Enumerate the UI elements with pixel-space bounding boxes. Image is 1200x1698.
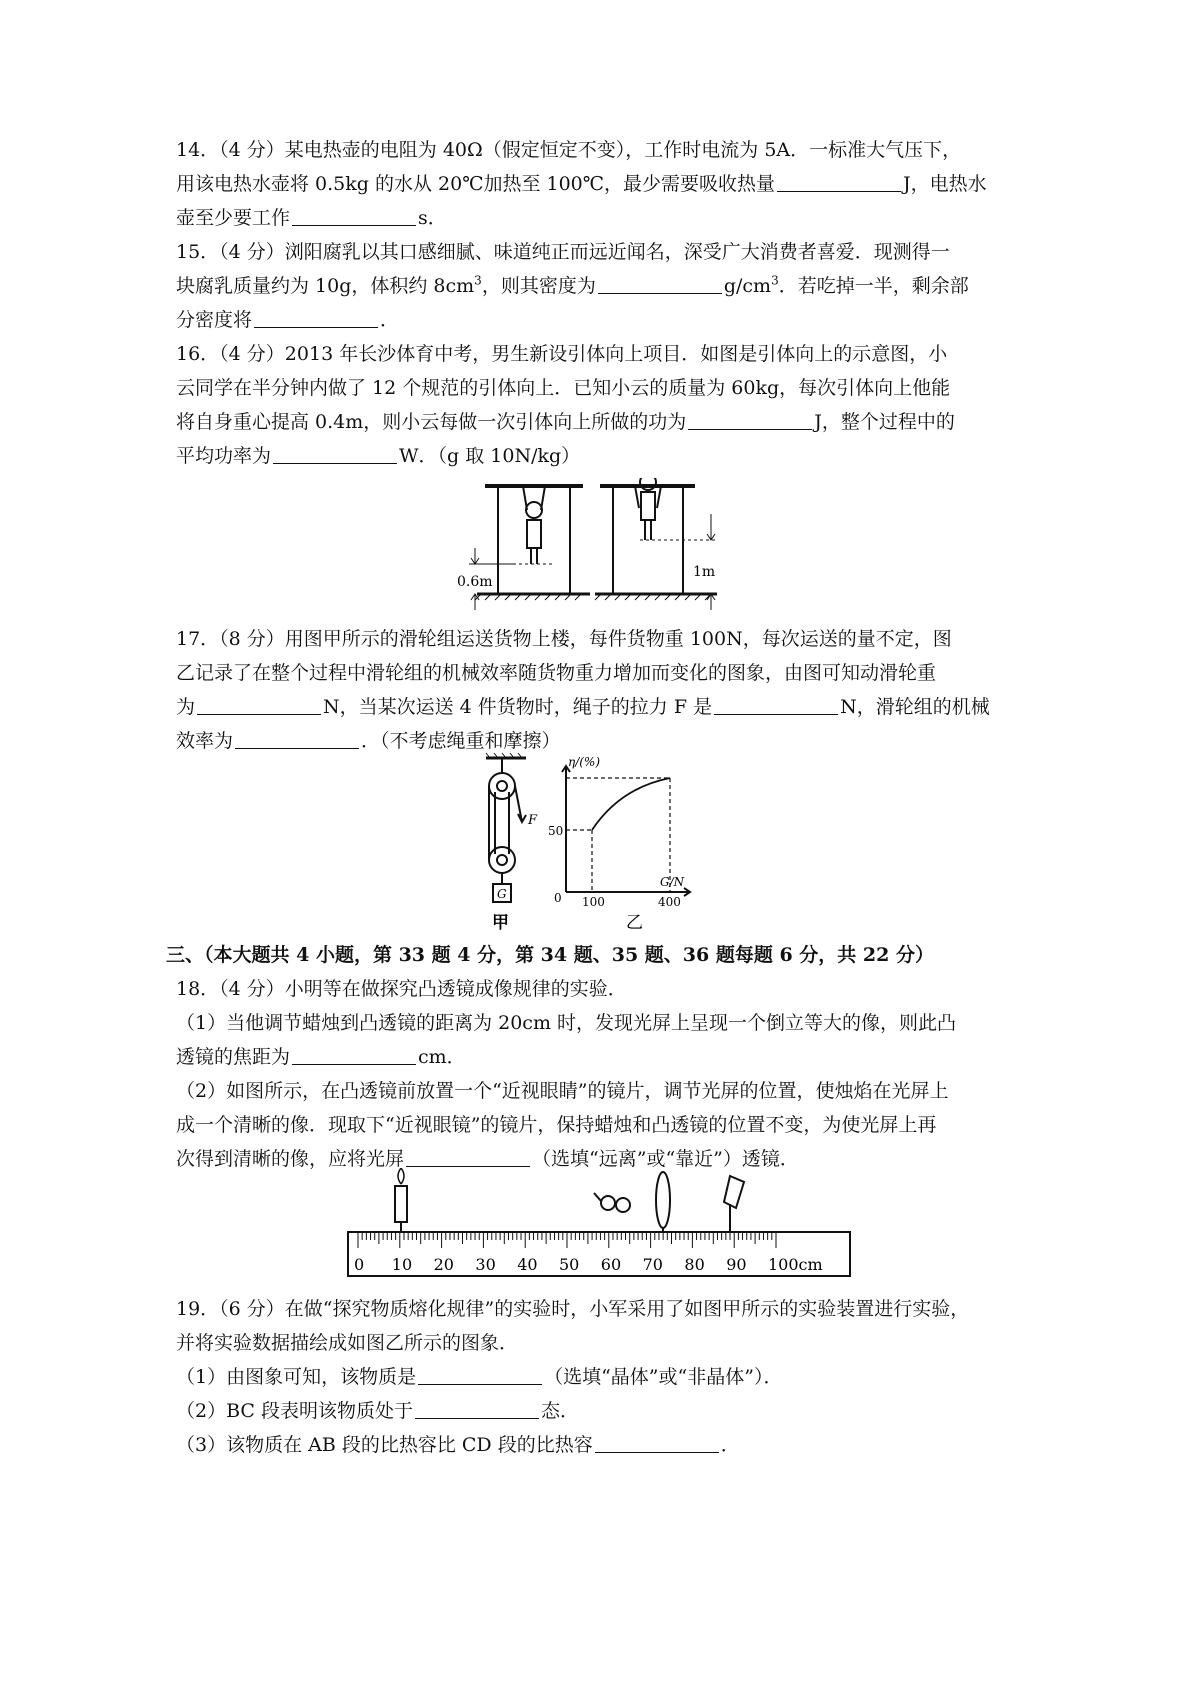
- q18-line2: （1）当他调节蜡烛到凸透镜的距离为 20cm 时，发现光屏上呈现一个倒立等大的像，则此凸: [176, 1012, 957, 1034]
- q19-line3: （1）由图象可知，该物质是 （选填“晶体”或“非晶体”）．: [176, 1366, 783, 1388]
- answer-blank[interactable]: [777, 171, 901, 192]
- answer-blank[interactable]: [292, 205, 416, 226]
- graph-x-100: 100: [582, 895, 605, 909]
- q15-line3: 分密度将 ．: [176, 309, 400, 331]
- q18-line5: 成一个清晰的像．现取下“近视眼镜”的镜片，保持蜡烛和凸透镜的位置不变，为使光屏上再: [176, 1114, 937, 1136]
- question-17: [176, 622, 1036, 758]
- answer-blank[interactable]: [598, 273, 722, 294]
- answer-blank[interactable]: [197, 694, 321, 715]
- answer-blank[interactable]: [714, 694, 838, 715]
- q16-line2: 云同学在半分钟内做了 12 个规范的引体向上．已知小云的质量为 60kg，每次引体向上他能: [176, 377, 951, 399]
- ruler-label: 0: [354, 1255, 365, 1274]
- answer-blank[interactable]: [688, 409, 812, 430]
- pulley-figure: [450, 752, 710, 932]
- caption-jia: 甲: [492, 913, 509, 932]
- ruler-label: 20: [433, 1255, 454, 1274]
- ruler-ticks: [358, 1232, 776, 1248]
- graph-y-label: η/(%): [568, 755, 600, 769]
- answer-blank[interactable]: [273, 443, 397, 464]
- section-3-heading: 三、（本大题共 4 小题，第 33 题 4 分，第 34 题、35 题、36 题每题 6 分，共 22 分）: [166, 944, 934, 966]
- graph-x-label: G/N: [660, 875, 685, 889]
- answer-blank[interactable]: [235, 728, 359, 749]
- q16-line4: 平均功率为 W．（g 取 10N/kg）: [176, 445, 581, 467]
- ruler-label: 100cm: [768, 1255, 823, 1274]
- ruler-label: 80: [684, 1255, 705, 1274]
- question-14: [176, 133, 1036, 235]
- q17-line1: 17．（8 分）用图甲所示的滑轮组运送货物上楼，每件货物重 100N，每次运送的量不定，图: [176, 628, 952, 650]
- answer-blank[interactable]: [415, 1398, 539, 1419]
- question-15: [176, 235, 1036, 337]
- pull-up-figure: [455, 478, 740, 618]
- ruler-label: 90: [726, 1255, 747, 1274]
- height-label-right: 1m: [693, 564, 716, 580]
- graph-origin: 0: [554, 891, 562, 905]
- q16-line3: 将自身重心提高 0.4m，则小云每做一次引体向上所做的功为 J，整个过程中的: [176, 411, 955, 433]
- ruler-label: 50: [559, 1255, 580, 1274]
- q19-line5: （3）该物质在 AB 段的比热容比 CD 段的比热容 ．: [176, 1434, 740, 1456]
- q16-line1: 16．（4 分）2013 年长沙体育中考，男生新设引体向上项目．如图是引体向上的示意图，小: [176, 343, 948, 365]
- load-label: G: [497, 887, 507, 901]
- q18-line1: 18．（4 分）小明等在做探究凸透镜成像规律的实验．: [176, 978, 627, 1000]
- q17-line4: 效率为 ．（不考虑绳重和摩擦）: [176, 730, 561, 752]
- answer-blank[interactable]: [292, 1044, 416, 1065]
- q18-line3: 透镜的焦距为 cm．: [176, 1046, 466, 1068]
- answer-blank[interactable]: [418, 1364, 542, 1385]
- q14-line3: 壶至少要工作 s．: [176, 207, 447, 229]
- ruler-label: 40: [517, 1255, 538, 1274]
- q15-line2: 块腐乳质量约为 10g，体积约 $8cm^3$，则其密度为 $g/cm^3$．若吃掉一半，剩余部: [176, 273, 969, 297]
- q17-line3: 为 N，当某次运送 4 件货物时，绳子的拉力 F 是 N，滑轮组的机械: [176, 696, 990, 718]
- q19-line2: 并将实验数据描绘成如图乙所示的图象．: [176, 1332, 519, 1354]
- q15-line1: 15．（4 分）浏阳腐乳以其口感细腻、味道纯正而远近闻名，深受广大消费者喜爱．现测得一: [176, 241, 950, 263]
- q19-line4: （2）BC 段表明该物质处于 态．: [176, 1400, 579, 1422]
- q17-line2: 乙记录了在整个过程中滑轮组的机械效率随货物重力增加而变化的图象，由图可知动滑轮重: [176, 662, 937, 684]
- answer-blank[interactable]: [254, 307, 378, 328]
- ruler-label: 60: [600, 1255, 622, 1274]
- answer-blank[interactable]: [406, 1146, 530, 1167]
- graph-x-400: 400: [658, 895, 681, 909]
- q19-line1: 19．（6 分）在做“探究物质熔化规律”的实验时，小军采用了如图甲所示的实验装置进行实验，: [176, 1298, 970, 1320]
- ruler-label: 70: [642, 1255, 663, 1274]
- question-18: [176, 972, 1036, 1176]
- ruler-labels: [354, 1255, 823, 1274]
- question-16: [176, 337, 1036, 473]
- graph-y-50: 50: [548, 824, 564, 838]
- height-label-left: 0.6m: [457, 574, 493, 590]
- ruler-label: 10: [391, 1255, 413, 1274]
- force-label: F: [528, 813, 538, 828]
- q14-line1: 14．（4 分）某电热壶的电阻为 40Ω（假定恒定不变），工作时电流为 5A．一标准大气压下，: [176, 139, 962, 161]
- q18-line6: 次得到清晰的像，应将光屏 （选填“远离”或“靠近”）透镜．: [176, 1148, 799, 1170]
- question-19: [176, 1292, 1036, 1462]
- ruler-label: 30: [475, 1255, 496, 1274]
- q14-line2: 用该电热水壶将 0.5kg 的水从 20℃加热至 100℃，最少需要吸收热量 J，电热水: [176, 173, 987, 195]
- answer-blank[interactable]: [595, 1432, 719, 1453]
- caption-yi: 乙: [626, 913, 643, 932]
- q18-line4: （2）如图所示，在凸透镜前放置一个“近视眼睛”的镜片，调节光屏的位置，使烛焰在光屏上: [176, 1080, 949, 1102]
- optical-bench-figure: [340, 1168, 860, 1280]
